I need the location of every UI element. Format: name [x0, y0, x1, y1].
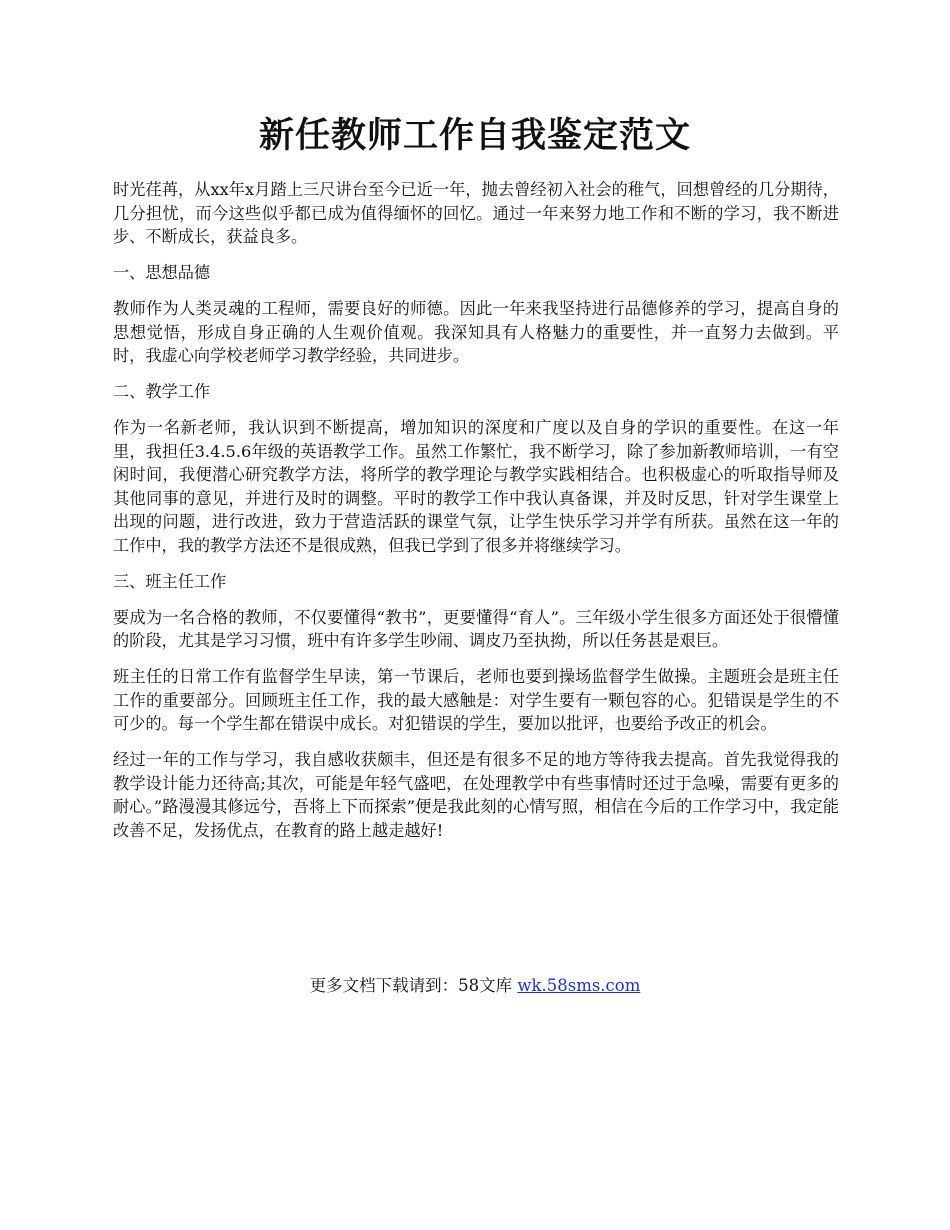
class-teacher-paragraph-2: 班主任的日常工作有监督学生早读，第一节课后，老师也要到操场监督学生做操。主题班会是班主任工作的重要部分。回顾班主任工作，我的最大感触是：对学生要有一颗包容的心。犯错误是学生的不可少的。每一个学生都在错误中成长。对犯错误的学生，要加以批评，也要给予改正的机会。 — [113, 667, 839, 733]
footer-download-note — [0, 974, 950, 998]
footer-link[interactable]: wk.58sms.com — [517, 976, 641, 995]
teaching-paragraph: 作为一名新老师，我认识到不断提高，增加知识的深度和广度以及自身的学识的重要性。在这一年里，我担任3.4.5.6年级的英语教学工作。虽然工作繁忙，我不断学习，除了参加新教师培训，一有空闲时间，我便潜心研究教学方法，将所学的教学理论与教学实践相结合。也积极虚心的听取指导师及其他同事的意见，并进行及时的调整。平时的教学工作中我认真备课，并及时反思，针对学生课堂上出现的问题，进行改进，致力于营造活跃的课堂气氛，让学生快乐学习并学有所获。虽然在这一年的工作中，我的教学方法还不是很成熟，但我已学到了很多并将继续学习。 — [113, 418, 839, 555]
document-body — [113, 178, 839, 855]
section-heading-teaching: 二、教学工作 — [113, 382, 211, 401]
section-heading-class-teacher: 三、班主任工作 — [113, 571, 227, 591]
class-teacher-paragraph-1: 要成为一名合格的教师，不仅要懂得“教书”，更要懂得“育人”。三年级小学生很多方面还处于很懵懂的阶段，尤其是学习习惯，班中有许多学生吵闹、调皮乃至执拗，所以任务甚是艰巨。 — [113, 607, 839, 650]
conclusion-paragraph: 经过一年的工作与学习，我自感收获颇丰，但还是有很多不足的地方等待我去提高。首先我觉得我的教学设计能力还待高;其次，可能是年轻气盛吧，在处理教学中有些事情时还过于急噪，需要有更多的耐心。”路漫漫其修远兮，吾将上下而探索”便是我此刻的心情写照，相信在今后的工作学习中，我定能改善不足，发扬优点，在教育的路上越走越好! — [113, 750, 839, 840]
ideology-paragraph: 教师作为人类灵魂的工程师，需要良好的师德。因此一年来我坚持进行品德修养的学习，提高自身的思想觉悟，形成自身正确的人生观价值观。我深知具有人格魅力的重要性，并一直努力去做到。平时，我虚心向学校老师学习教学经验，共同进步。 — [113, 299, 839, 365]
section-heading-ideology: 一、思想品德 — [113, 263, 211, 282]
footer-prefix: 更多文档下载请到：58文库 — [309, 976, 513, 995]
intro-paragraph: 时光荏苒，从xx年x月踏上三尺讲台至今已近一年，抛去曾经初入社会的稚气，回想曾经的几分期待，几分担忧，而今这些似乎都已成为值得缅怀的回忆。通过一年来努力地工作和不断的学习，我不断进步、不断成长，获益良多。 — [113, 180, 839, 246]
document-title: 新任教师工作自我鉴定范文 — [258, 115, 691, 156]
